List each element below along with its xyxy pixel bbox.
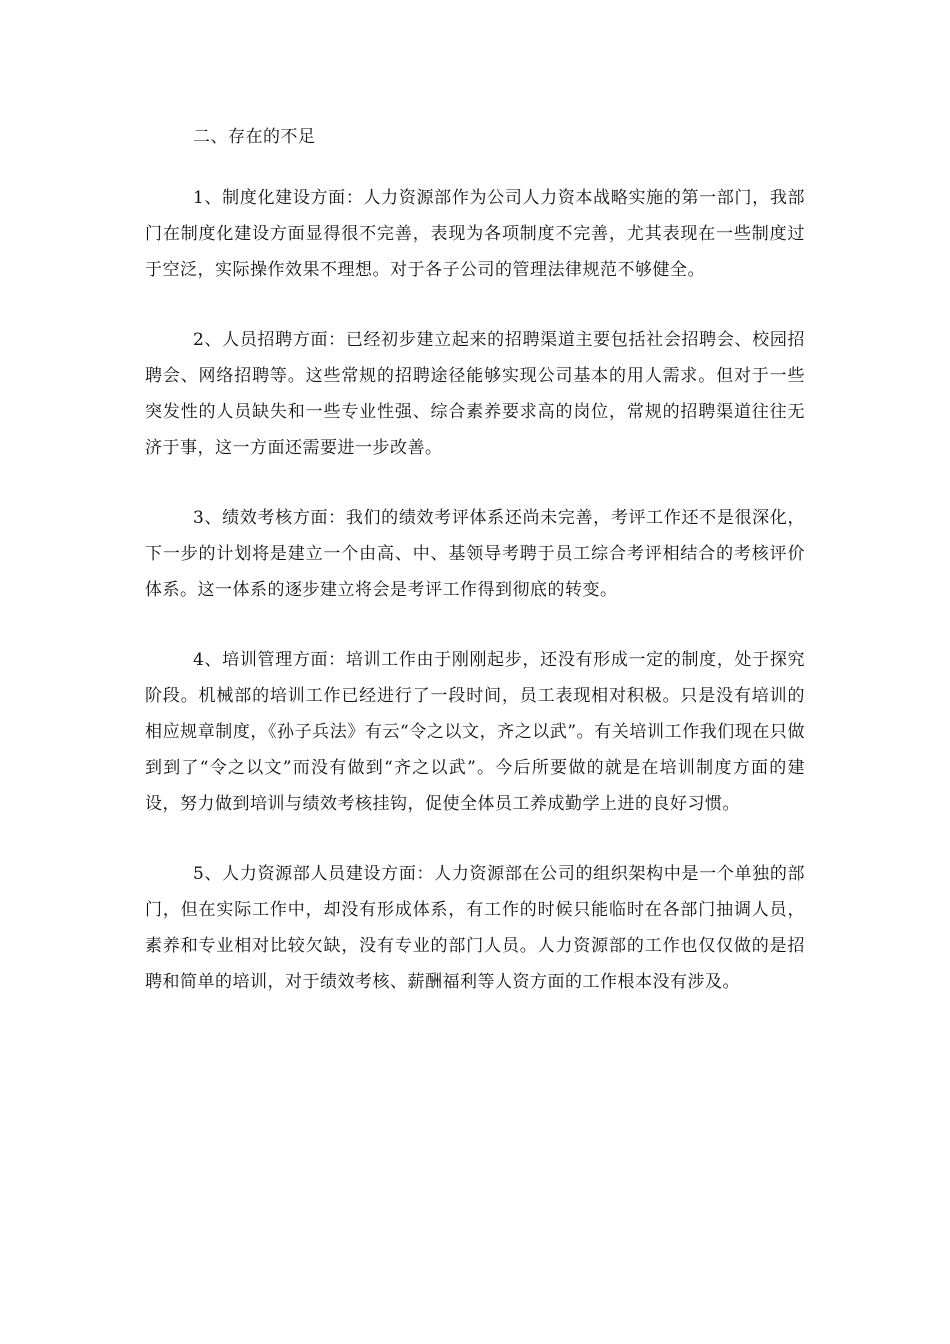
document-body [145,120,805,1034]
section-heading: 二、存在的不足 [193,127,316,147]
paragraph-recruitment: 2、人员招聘方面：已经初步建立起来的招聘渠道主要包括社会招聘会、校园招聘会、网络招聘等。这些常规的招聘途径能够实现公司基本的用人需求。但对于一些突发性的人员缺失和一些专业性强、综合素养要求高的岗位，常规的招聘渠道往往无济于事，这一方面还需要进一步改善。 [145,330,805,458]
paragraph-training-management: 4、培训管理方面：培训工作由于刚刚起步，还没有形成一定的制度，处于探究阶段。机械部的培训工作已经进行了一段时间，员工表现相对积极。只是没有培训的相应规章制度，《孙子兵法》有云“令之以文，齐之以武”。有关培训工作我们现在只做到到了“令之以文”而没有做到“齐之以武”。今后所要做的就是在培训制度方面的建设，努力做到培训与绩效考核挂钩，促使全体员工养成勤学上进的良好习惯。 [145,650,805,814]
paragraph-institution-building: 1、制度化建设方面：人力资源部作为公司人力资本战略实施的第一部门，我部门在制度化建设方面显得很不完善，表现为各项制度不完善，尤其表现在一些制度过于空泛，实际操作效果不理想。对于各子公司的管理法律规范不够健全。 [145,188,805,280]
paragraph-performance-assessment: 3、绩效考核方面：我们的绩效考评体系还尚未完善，考评工作还不是很深化，下一步的计划将是建立一个由高、中、基领导考聘于员工综合考评相结合的考核评价体系。这一体系的逐步建立将会是考评工作得到彻底的转变。 [145,508,805,600]
paragraph-hr-staffing: 5、人力资源部人员建设方面：人力资源部在公司的组织架构中是一个单独的部门，但在实际工作中，却没有形成体系，有工作的时候只能临时在各部门抽调人员，素养和专业相对比较欠缺，没有专业的部门人员。人力资源部的工作也仅仅做的是招聘和简单的培训，对于绩效考核、薪酬福利等人资方面的工作根本没有涉及。 [145,864,805,992]
